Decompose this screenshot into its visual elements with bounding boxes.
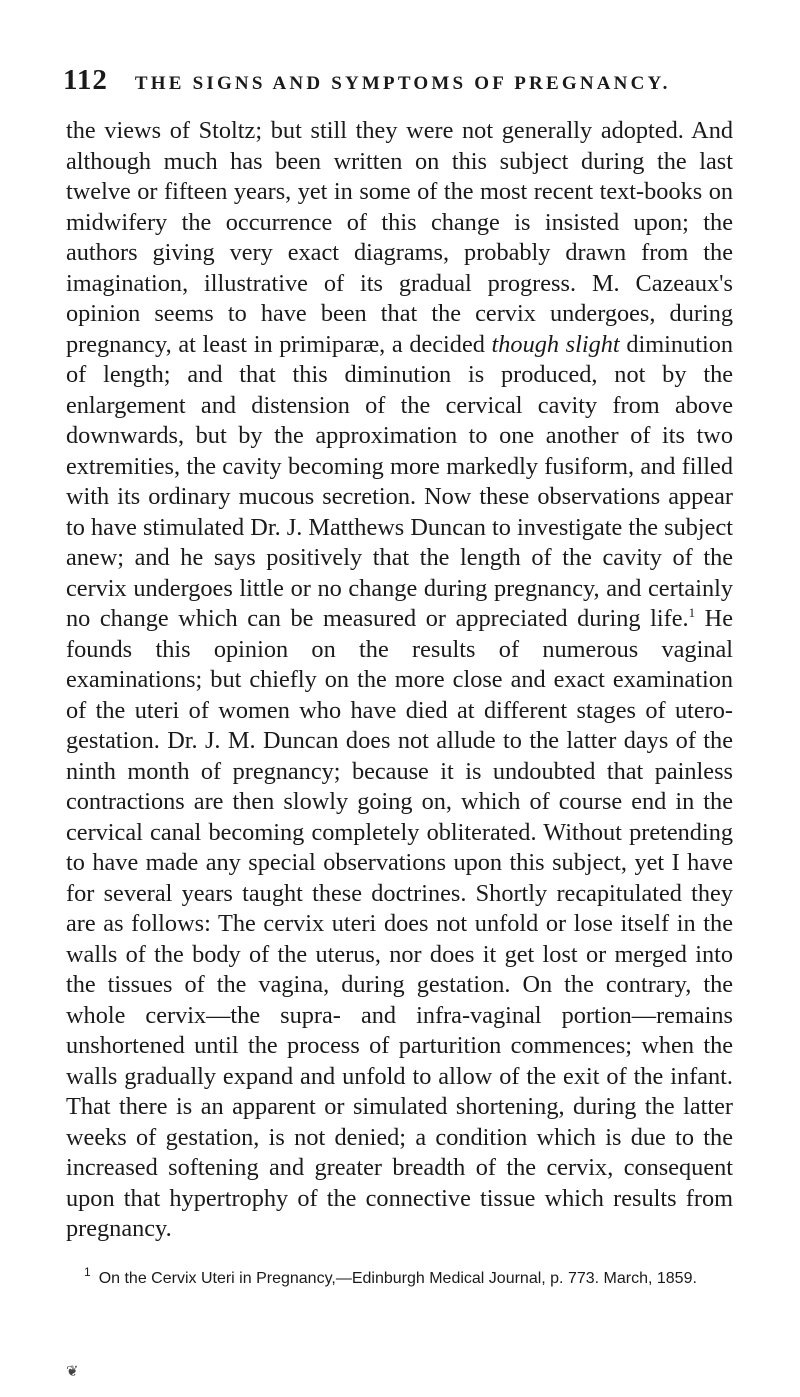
- printer-mark-ornament: ❦: [66, 1362, 79, 1380]
- body-paragraph: [66, 116, 733, 1245]
- body-text-part-3: He founds this opinion on the results of numerous vaginal examinations; but chiefly on the more close and exact examination of the uteri of women who have died at different stages of utero-gestation. Dr. J. M. Duncan does not allude to the latter days of the ninth month of pregnancy; because it is undoubted that painless contractions are then slowly going on, which of course end in the cervical canal becoming completely obliterated. Without pretending to have made any special observations upon this subject, yet I have for several years taught these doctrines. Shortly recapitulated they are as follows: The cervix uteri does not unfold or lose itself in the walls of the body of the uterus, nor does it get lost or merged into the tissues of the vagina, during gestation. On the contrary, the whole cervix—the supra- and infra-vaginal portion—remains unshortened until the process of parturition commences; when the walls gradually expand and unfold to allow of the exit of the infant. That there is an apparent or simulated shortening, during the latter weeks of gestation, is not denied; a condition which is due to the increased softening and greater breadth of the cervix, consequent upon that hypertrophy of the connective tissue which results from pregnancy.: [66, 605, 734, 1242]
- body-text-part-2: diminution of length; and that this diminution is produced, not by the enlargement and distension of the cervical cavity from above downwards, but by the approximation to one another of its two extremities, the cavity becoming more markedly fusiform, and filled with its ordinary mucous secretion. Now these observations appear to have stimulated Dr. J. Matthews Duncan to investigate the subject anew; and he says positively that the length of the cavity of the cervix undergoes little or no change during pregnancy, and certainly no change which can be measured or appreciated during life.: [66, 330, 733, 632]
- body-text-part-1: the views of Stoltz; but still they were not generally adopted. And although much has been written on this subject during the last twelve or fifteen years, yet in some of the most recent text-books on midwifery the occurrence of this change is insisted upon; the authors giving very exact diagrams, probably drawn from the imagination, illustrative of its gradual progress. M. Cazeaux's opinion seems to have been that the cervix undergoes, during pregnancy, at least in primiparæ, a decided: [66, 117, 733, 358]
- emphasis-text: though slight: [491, 330, 620, 358]
- running-title: THE SIGNS AND SYMPTOMS OF PREGNANCY.: [134, 73, 671, 94]
- footnote-text: On the Cervix Uteri in Pregnancy,—Edinburgh Medical Journal, p. 773. March, 1859.: [98, 1269, 697, 1287]
- running-head: [63, 64, 733, 104]
- footnote-mark: 1: [84, 1265, 91, 1280]
- book-page: [63, 64, 734, 1305]
- footnote-reference[interactable]: 1: [688, 604, 696, 620]
- footnote: [66, 1265, 733, 1289]
- page-number: 112: [63, 64, 108, 96]
